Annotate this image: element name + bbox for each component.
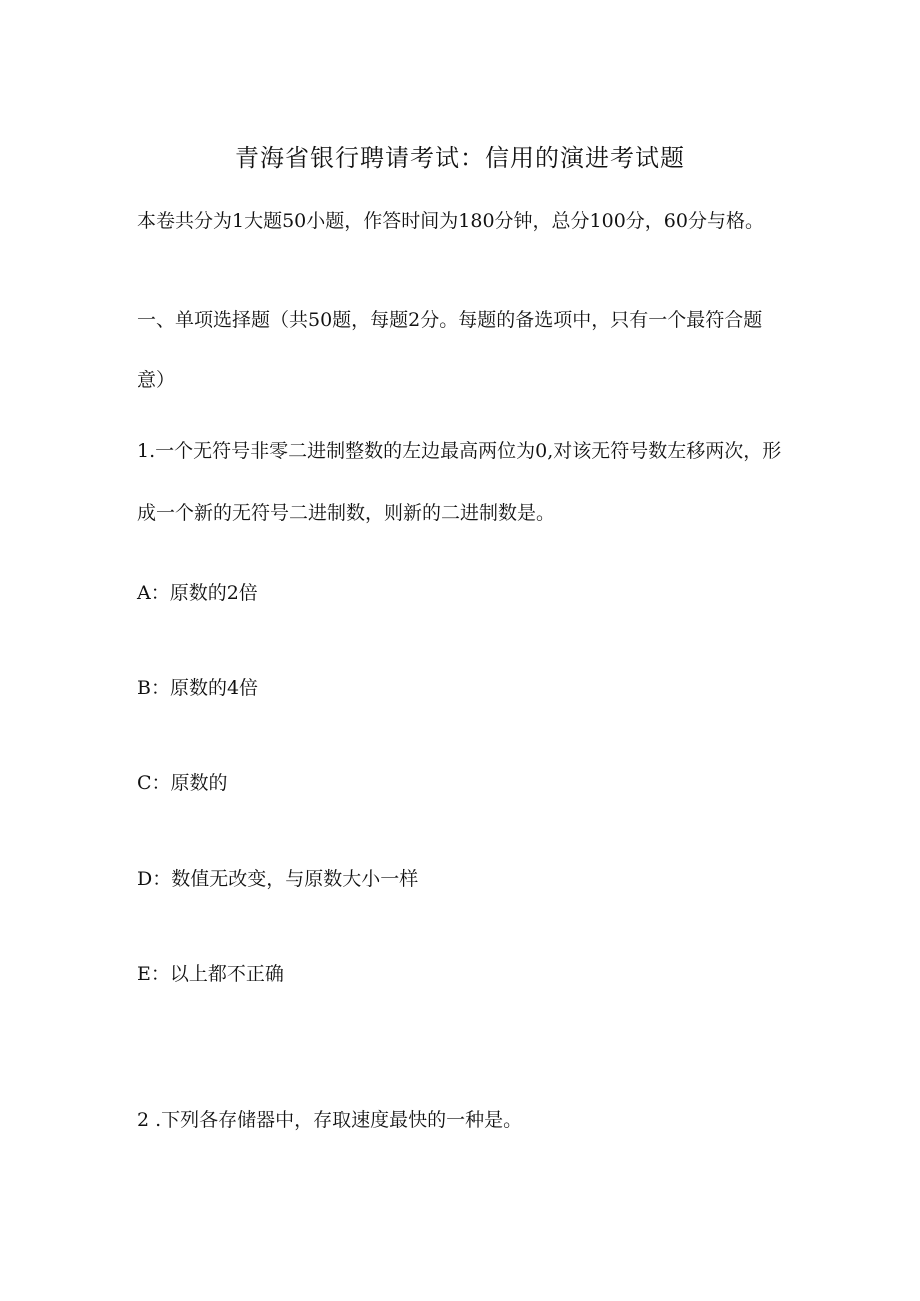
question-1-option-c: C：原数的 (137, 772, 228, 794)
section-heading: 一、单项选择题（共50题，每题2分。每题的备选项中，只有一个最符合题意） (137, 309, 763, 391)
question-1-stem: 1.一个无符号非零二进制整数的左边最高两位为0,对该无符号数左移两次，形成一个新的无符号二进制数，则新的二进制数是。 (137, 440, 782, 524)
question-2-stem: 2 .下列各存储器中，存取速度最快的一种是。 (137, 1109, 523, 1131)
page-title: 青海省银行聘请考试：信用的演进考试题 (235, 144, 685, 172)
question-1-option-d: D：数值无改变，与原数大小一样 (137, 868, 419, 890)
exam-intro: 本卷共分为1大题50小题，作答时间为180分钟，总分100分，60分与格。 (137, 210, 764, 232)
question-1-option-e: E：以上都不正确 (137, 963, 284, 985)
question-1-option-a: A：原数的2倍 (137, 582, 258, 604)
question-1-option-b: B：原数的4倍 (137, 677, 259, 699)
